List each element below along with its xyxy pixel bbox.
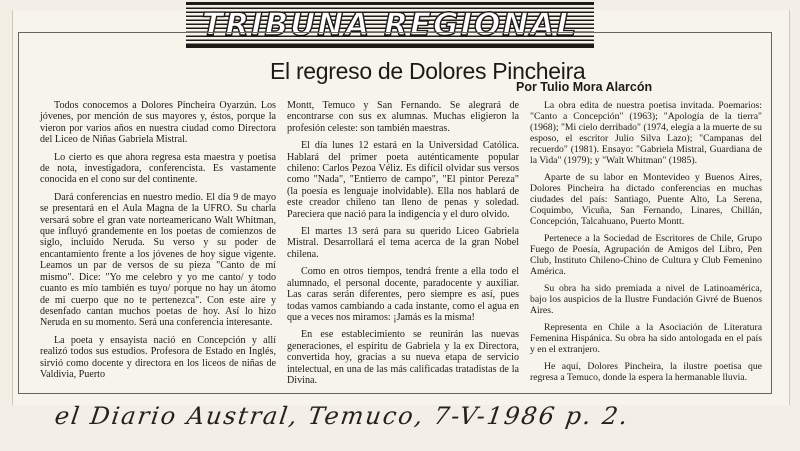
section-title: TRIBUNA REGIONAL (201, 7, 579, 43)
paragraph: Aparte de su labor en Montevideo y Buenos Aires, Dolores Pincheira ha dictado conferencias en muchas ciudades del país: Santiago, Puente Alto, La Serena, Coquimbo, Vicuña, San Fernando, Linares, Chillán, Concepción, Talcahuano, Puerto Montt. (530, 172, 762, 227)
paragraph: El día lunes 12 estará en la Universidad Católica. Hablará del primer poeta auténticamente popular chileno: Carlos Pezoa Véliz. Es difícil olvidar sus versos como "Nada", "Entierro de campo", "El pintor Pereza" (la poesía es lenguaje inolvidable). Ella nos hablará de este creador chileno tan lleno de penas y soledad. Pareciera que nació para la indigencia y el duro olvido. (287, 140, 519, 220)
paragraph: Como en otros tiempos, tendrá frente a ella todo el alumnado, el personal docente, paradocente y auxiliar. Las caras serán diferentes, pero siempre es así, pues todas vamos cambiando a cada instante, como el agua en que a veces nos miramos: ¡Jamás es la misma! (287, 266, 519, 323)
article-column-3 (530, 100, 762, 389)
article-column-1 (40, 100, 276, 386)
paragraph: La obra edita de nuestra poetisa invitada. Poemarios: "Canto a Concepción" (1963); "Apología de la tierra" (1968); "Mi cielo derribado" (1974, elegía a la muerte de su esposo, el escritor Julio Silva Lazo); "Campanas del recuerdo" (1981). Ensayo: "Gabriela Mistral, Guardiana de la Vida" (1979); y "Walt Whitman" (1985). (530, 100, 762, 166)
article-column-2 (287, 100, 519, 392)
paragraph: La poeta y ensayista nació en Concepción y allí realizó todos sus estudios. Profesora de Estado en Inglés, sirvió como docente y directora en los liceos de niñas de Valdivia, Puerto (40, 334, 276, 380)
paragraph: He aquí, Dolores Pincheira, la ilustre poetisa que regresa a Temuco, donde la espera la hermanable lluvia. (530, 361, 762, 383)
paragraph: Montt, Temuco y San Fernando. Se alegrará de encontrarse con sus ex alumnas. Muchas eligieron la profesión celeste: son también maestras. (287, 100, 519, 134)
paragraph: En ese establecimiento se reunirán las nuevas generaciones, el espíritu de Gabriela y la ex Directora, convertida hoy, gracias a su nueva etapa de servicio intelectual, en una de las más calificadas tratadistas de la Divina. (287, 329, 519, 386)
article-byline: Por Tulio Mora Alarcón (516, 80, 653, 94)
paragraph: El martes 13 será para su querido Liceo Gabriela Mistral. Desarrollará el tema acerca de la gran Nobel chilena. (287, 226, 519, 260)
paragraph: Pertenece a la Sociedad de Escritores de Chile, Grupo Fuego de Poesía, Agrupación de Amigos del Libro, Pen Club, Instituto Chileno-Chino de Cultura y Club Femenino América. (530, 233, 762, 277)
article-headline: El regreso de Dolores Pincheira (270, 58, 586, 84)
paragraph: Dará conferencias en nuestro medio. El día 9 de mayo se presentará en el Aula Magna de la UFRO. Su charla versará sobre el gran vate norteamericano Walt Whitman, que influyó grandemente en los poetas de comienzos de siglo, incluido Neruda. Su verso y su poder de encantamiento frente a los jóvenes de hoy sigue vigente. Leamos un par de versos de su pieza "Canto de mí mismo". Dice: "Yo me celebro y yo me canto/ y todo cuanto es mío también es tuyo/ porque no hay un átomo de mi cuerpo que no te pertenezca". Con este aire y desenfado cantan muchos poetas de hoy. Así lo hizo Neruda en su momento. Será una conferencia interesante. (40, 191, 276, 329)
paragraph: Su obra ha sido premiada a nivel de Latinoamérica, bajo los auspicios de la Ilustre Fundación Givré de Buenos Aires. (530, 283, 762, 316)
handwritten-source-note: el Diario Austral, Temuco, 7-V-1986 p. 2. (53, 402, 632, 430)
paragraph: Lo cierto es que ahora regresa esta maestra y poetisa de nota, investigadora, conferencista. Es vastamente conocida en el cono sur del continente. (40, 151, 276, 186)
paragraph: Todos conocemos a Dolores Pincheira Oyarzún. Los jóvenes, por mención de sus mayores y, éstos, porque la vieron por varios años en nuestra ciudad como Directora del Liceo de Niñas Gabriela Mistral. (40, 100, 276, 146)
paragraph: Representa en Chile a la Asociación de Literatura Femenina Hispánica. Su obra ha sido antologada en el país y en el extranjero. (530, 322, 762, 355)
